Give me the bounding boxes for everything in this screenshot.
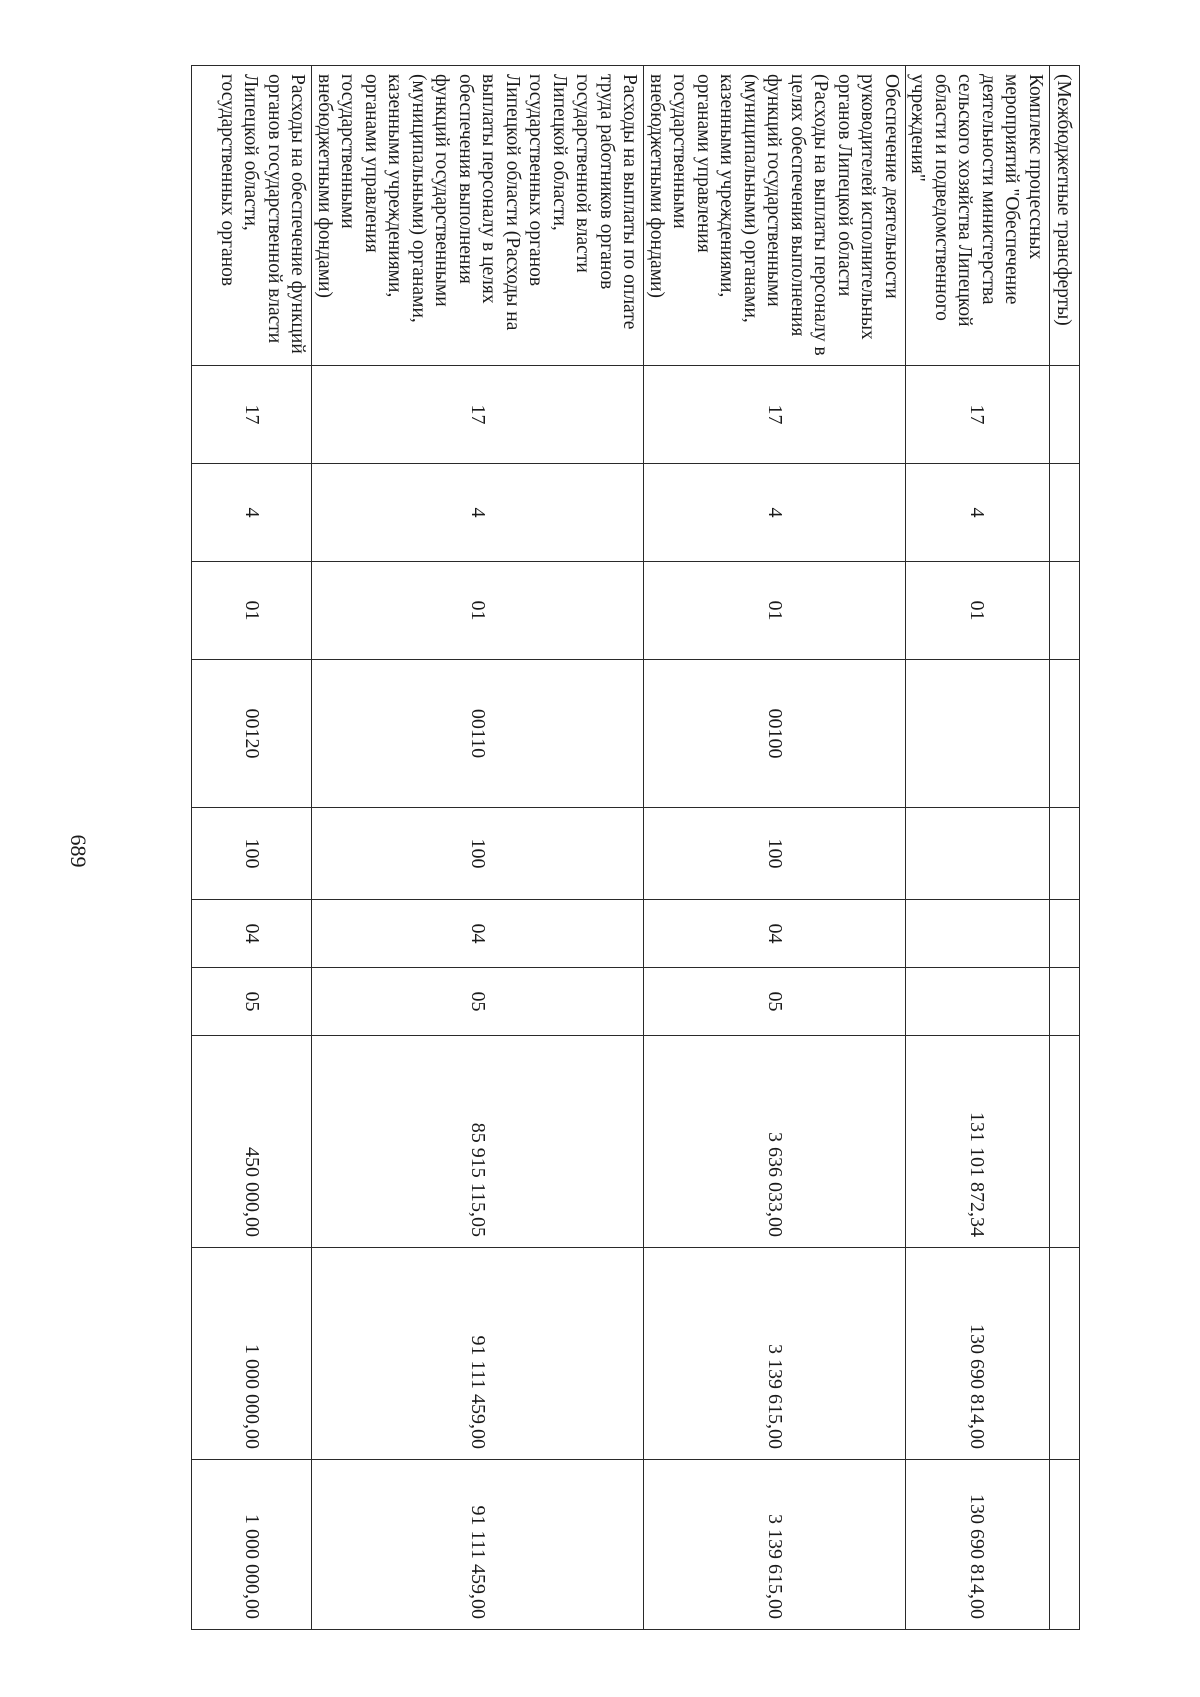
row-description: Расходы на обеспечение функций органов государственной власти Липецкой области, государственных органов (192, 66, 312, 366)
page-number: 689 (66, 834, 91, 868)
cell-c2: 4 (644, 464, 906, 562)
cell-c6: 04 (192, 900, 312, 968)
cell-c3: 01 (644, 562, 906, 660)
cell-amount-2: 3 139 615,00 (644, 1248, 906, 1460)
cell-c5 (906, 808, 1050, 900)
row-description: Обеспечение деятельности руководителей исполнительных органов Липецкой области (Расходы на выплаты персоналу в целях обеспечения выполнения функций государственными (муниципальными) органами, казенными учреждениями, органами управления государственными внебюджетными фондами) (644, 66, 906, 366)
cell-c2: 4 (192, 464, 312, 562)
cell-c4 (906, 660, 1050, 808)
cell-c4: 00110 (312, 660, 644, 808)
cell-c2: 4 (906, 464, 1050, 562)
table-row (192, 66, 312, 1630)
cell-amount-1: 3 636 033,00 (644, 1036, 906, 1248)
cell-c1: 17 (644, 366, 906, 464)
table-row (312, 66, 644, 1630)
cell-c7: 05 (192, 968, 312, 1036)
cell-c6 (906, 900, 1050, 968)
cell-amount-2: 1 000 000,00 (192, 1248, 312, 1460)
table-row-first (1050, 66, 1080, 1630)
cell-c4: 00120 (192, 660, 312, 808)
cell-c3: 01 (192, 562, 312, 660)
cell-c1: 17 (312, 366, 644, 464)
cell-c6: 04 (644, 900, 906, 968)
table-row (906, 66, 1050, 1630)
cell-amount-2: 91 111 459,00 (312, 1248, 644, 1460)
cell-c5: 100 (644, 808, 906, 900)
budget-table (192, 65, 1081, 1630)
cell-amount-3: 1 000 000,00 (192, 1460, 312, 1630)
cell-amount-3: 130 690 814,00 (906, 1460, 1050, 1630)
cell-transfers-label: (Межбюджетные трансферты) (1050, 66, 1080, 366)
cell-c5: 100 (192, 808, 312, 900)
cell-amount-2: 130 690 814,00 (906, 1248, 1050, 1460)
row-description: Комплекс процессных мероприятий "Обеспечение деятельности министерства сельского хозяйства Липецкой области и подведомственного учреждения" (906, 66, 1050, 366)
cell-c7: 05 (312, 968, 644, 1036)
cell-c1: 17 (906, 366, 1050, 464)
cell-c2: 4 (312, 464, 644, 562)
cell-c3: 01 (312, 562, 644, 660)
cell-c4: 00100 (644, 660, 906, 808)
table-row (644, 66, 906, 1630)
rotated-table-canvas (200, 65, 1080, 1629)
cell-c6: 04 (312, 900, 644, 968)
cell-c5: 100 (312, 808, 644, 900)
row-description: Расходы на выплаты по оплате труда работников органов государственной власти Липецкой области, государственных органов Липецкой области (Расходы на выплаты персоналу в целях обеспечения выполнения функций государственными (муниципальными) органами, казенными учреждениями, органами управления государственными внебюджетными фондами) (312, 66, 644, 366)
cell-amount-1: 131 101 872,34 (906, 1036, 1050, 1248)
cell-amount-3: 3 139 615,00 (644, 1460, 906, 1630)
cell-c7 (906, 968, 1050, 1036)
cell-amount-3: 91 111 459,00 (312, 1460, 644, 1630)
cell-amount-1: 450 000,00 (192, 1036, 312, 1248)
cell-c1: 17 (192, 366, 312, 464)
cell-c3: 01 (906, 562, 1050, 660)
cell-amount-1: 85 915 115,05 (312, 1036, 644, 1248)
cell-c7: 05 (644, 968, 906, 1036)
